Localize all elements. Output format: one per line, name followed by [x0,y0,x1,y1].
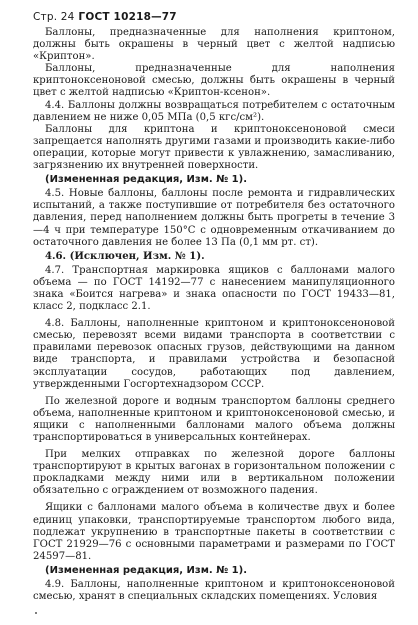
clause-4-8: 4.8. Баллоны, наполненные криптоном и криптоноксеноновой смесью, перевозят всеми видами транспорта в соответствии с правилами перевозок опасных грузов, действующими на данном виде транспорта, и правилами устройства и безопасной эксплуатации сосудов, работающих под давлением, утвержденными Госгортехнадзором СССР. [33,318,395,390]
paragraph-krypton-xenon-marking: Баллоны, предназначенные для наполнения криптоноксеноновой смесью, должны быть окрашены в черный цвет с желтой надписью «Криптон-ксенон». [33,63,395,99]
paragraph-filling-prohibition: Баллоны для криптона и криптоноксеноновой смеси запрещается наполнять другими газами и производить какие-либо операции, которые могут привести к увлажнению, замасливанию, загрязнению их внутренней поверхности. [33,123,395,172]
paragraph-rail-water-transport: По железной дороге и водным транспортом баллоны среднего объема, наполненные криптоном и криптоноксеноновой смесью, и ящики с наполненными баллонами малого объема должны транспортироваться в универсальных контейнерах. [33,395,395,443]
clause-4-9: 4.9. Баллоны, наполненные криптоном и криптоноксеноновой смесью, хранят в специальных складских помещениях. Условия [33,579,395,603]
clause-4-7: 4.7. Транспортная маркировка ящиков с баллонами малого объема — по ГОСТ 14192—77 с нанесением манипуляционного знака «Боится нагрева» и знака опасности по ГОСТ 19433—81, класс 2, подкласс 2.1. [33,264,395,313]
amendment-note: (Измененная редакция, Изм. № 1). [45,174,248,186]
paragraph-krypton-marking: Баллоны, предназначенные для наполнения криптоном, должны быть окрашены в черный цвет с желтой надписью «Криптон». [33,27,395,63]
page-number: Стр. 24 [33,11,75,23]
paragraph-packaging: Ящики с баллонами малого объема в количестве двух и более единиц упаковки, транспортируемые транспортом любого вида, подлежат укрупнению в транспортные пакеты в соответствии с ГОСТ 21929—76 с основными параметрами и размерами по ГОСТ 24597—81. [33,502,395,562]
page-speck [35,612,37,614]
document-body [33,27,395,603]
clause-4-4: 4.4. Баллоны должны возвращаться потребителем с остаточным давлением не ниже 0,05 МПа (0,5 кгс/см²). [33,99,395,123]
document-page [33,10,395,603]
document-code: ГОСТ 10218—77 [78,11,177,23]
page-header [33,10,395,24]
paragraph-small-shipments: При мелких отправках по железной дороге баллоны транспортируют в крытых вагонах в горизонтальном положении с прокладками между ними или в вертикальном положении обязательно с ограждением от возможного падения. [33,449,395,497]
amendment-note: (Измененная редакция, Изм. № 1). [45,564,248,576]
clause-4-5: 4.5. Новые баллоны, баллоны после ремонта и гидравлических испытаний, а также поступившие от потребителя без остаточного давления, перед наполнением должны быть прогреты в течение 3—4 ч при температуре 150°С с одновременным откачиванием до остаточного давления не более 13 Па (0,1 мм рт. ст). [33,188,395,248]
clause-4-6: 4.6. (Исключен, Изм. № 1). [45,250,205,262]
